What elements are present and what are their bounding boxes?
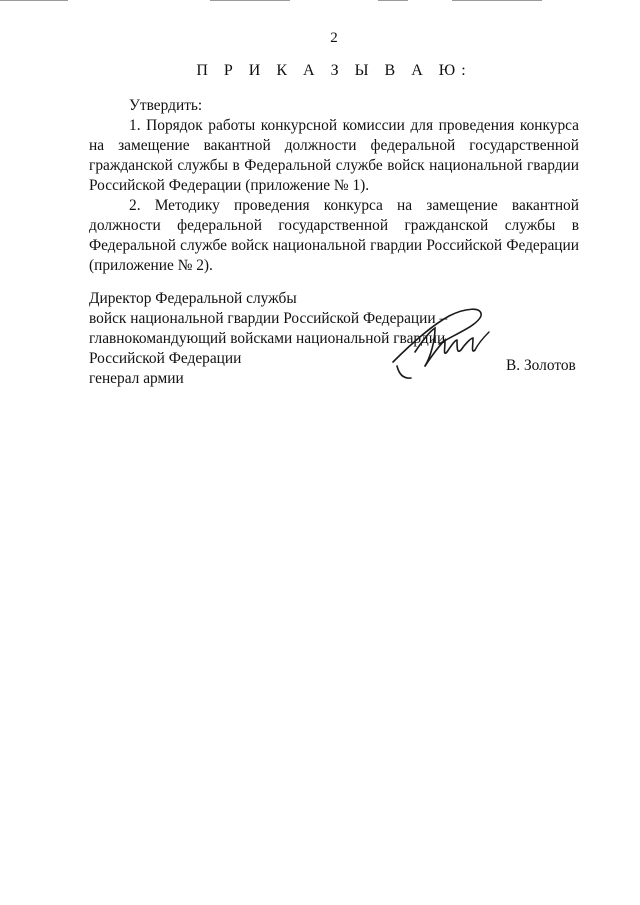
scan-edge-line	[0, 0, 640, 2]
order-heading: П Р И К А З Ы В А Ю:	[196, 62, 472, 79]
list-item: 1. Порядок работы конкурсной комиссии для проведения конкурса на замещение вакантной должности федеральной государственной гражданской службы в Федеральной службе войск национальной гвардии Российской Федерации (приложение № 1).	[89, 117, 579, 194]
list-item: 2. Методику проведения конкурса на замещение вакантной должности федеральной государственной гражданской службы в Федеральной службе войск национальной гвардии Российской Федерации (приложение № 2).	[89, 197, 579, 274]
approve-label: Утвердить:	[129, 97, 203, 114]
page-number: 2	[330, 30, 338, 46]
document-body	[89, 96, 579, 276]
signer-title-line: Директор Федеральной службы	[89, 290, 297, 307]
handwritten-signature	[385, 300, 495, 382]
signer-title-line: войск национальной гвардии Российской Федерации –	[89, 310, 448, 327]
signer-title-line: Российской Федерации	[89, 350, 242, 367]
signer-name: В. Золотов	[506, 357, 576, 374]
signer-title-line: генерал армии	[89, 370, 184, 387]
signer-title-line: главнокомандующий войсками национальной гвардии	[89, 330, 446, 347]
